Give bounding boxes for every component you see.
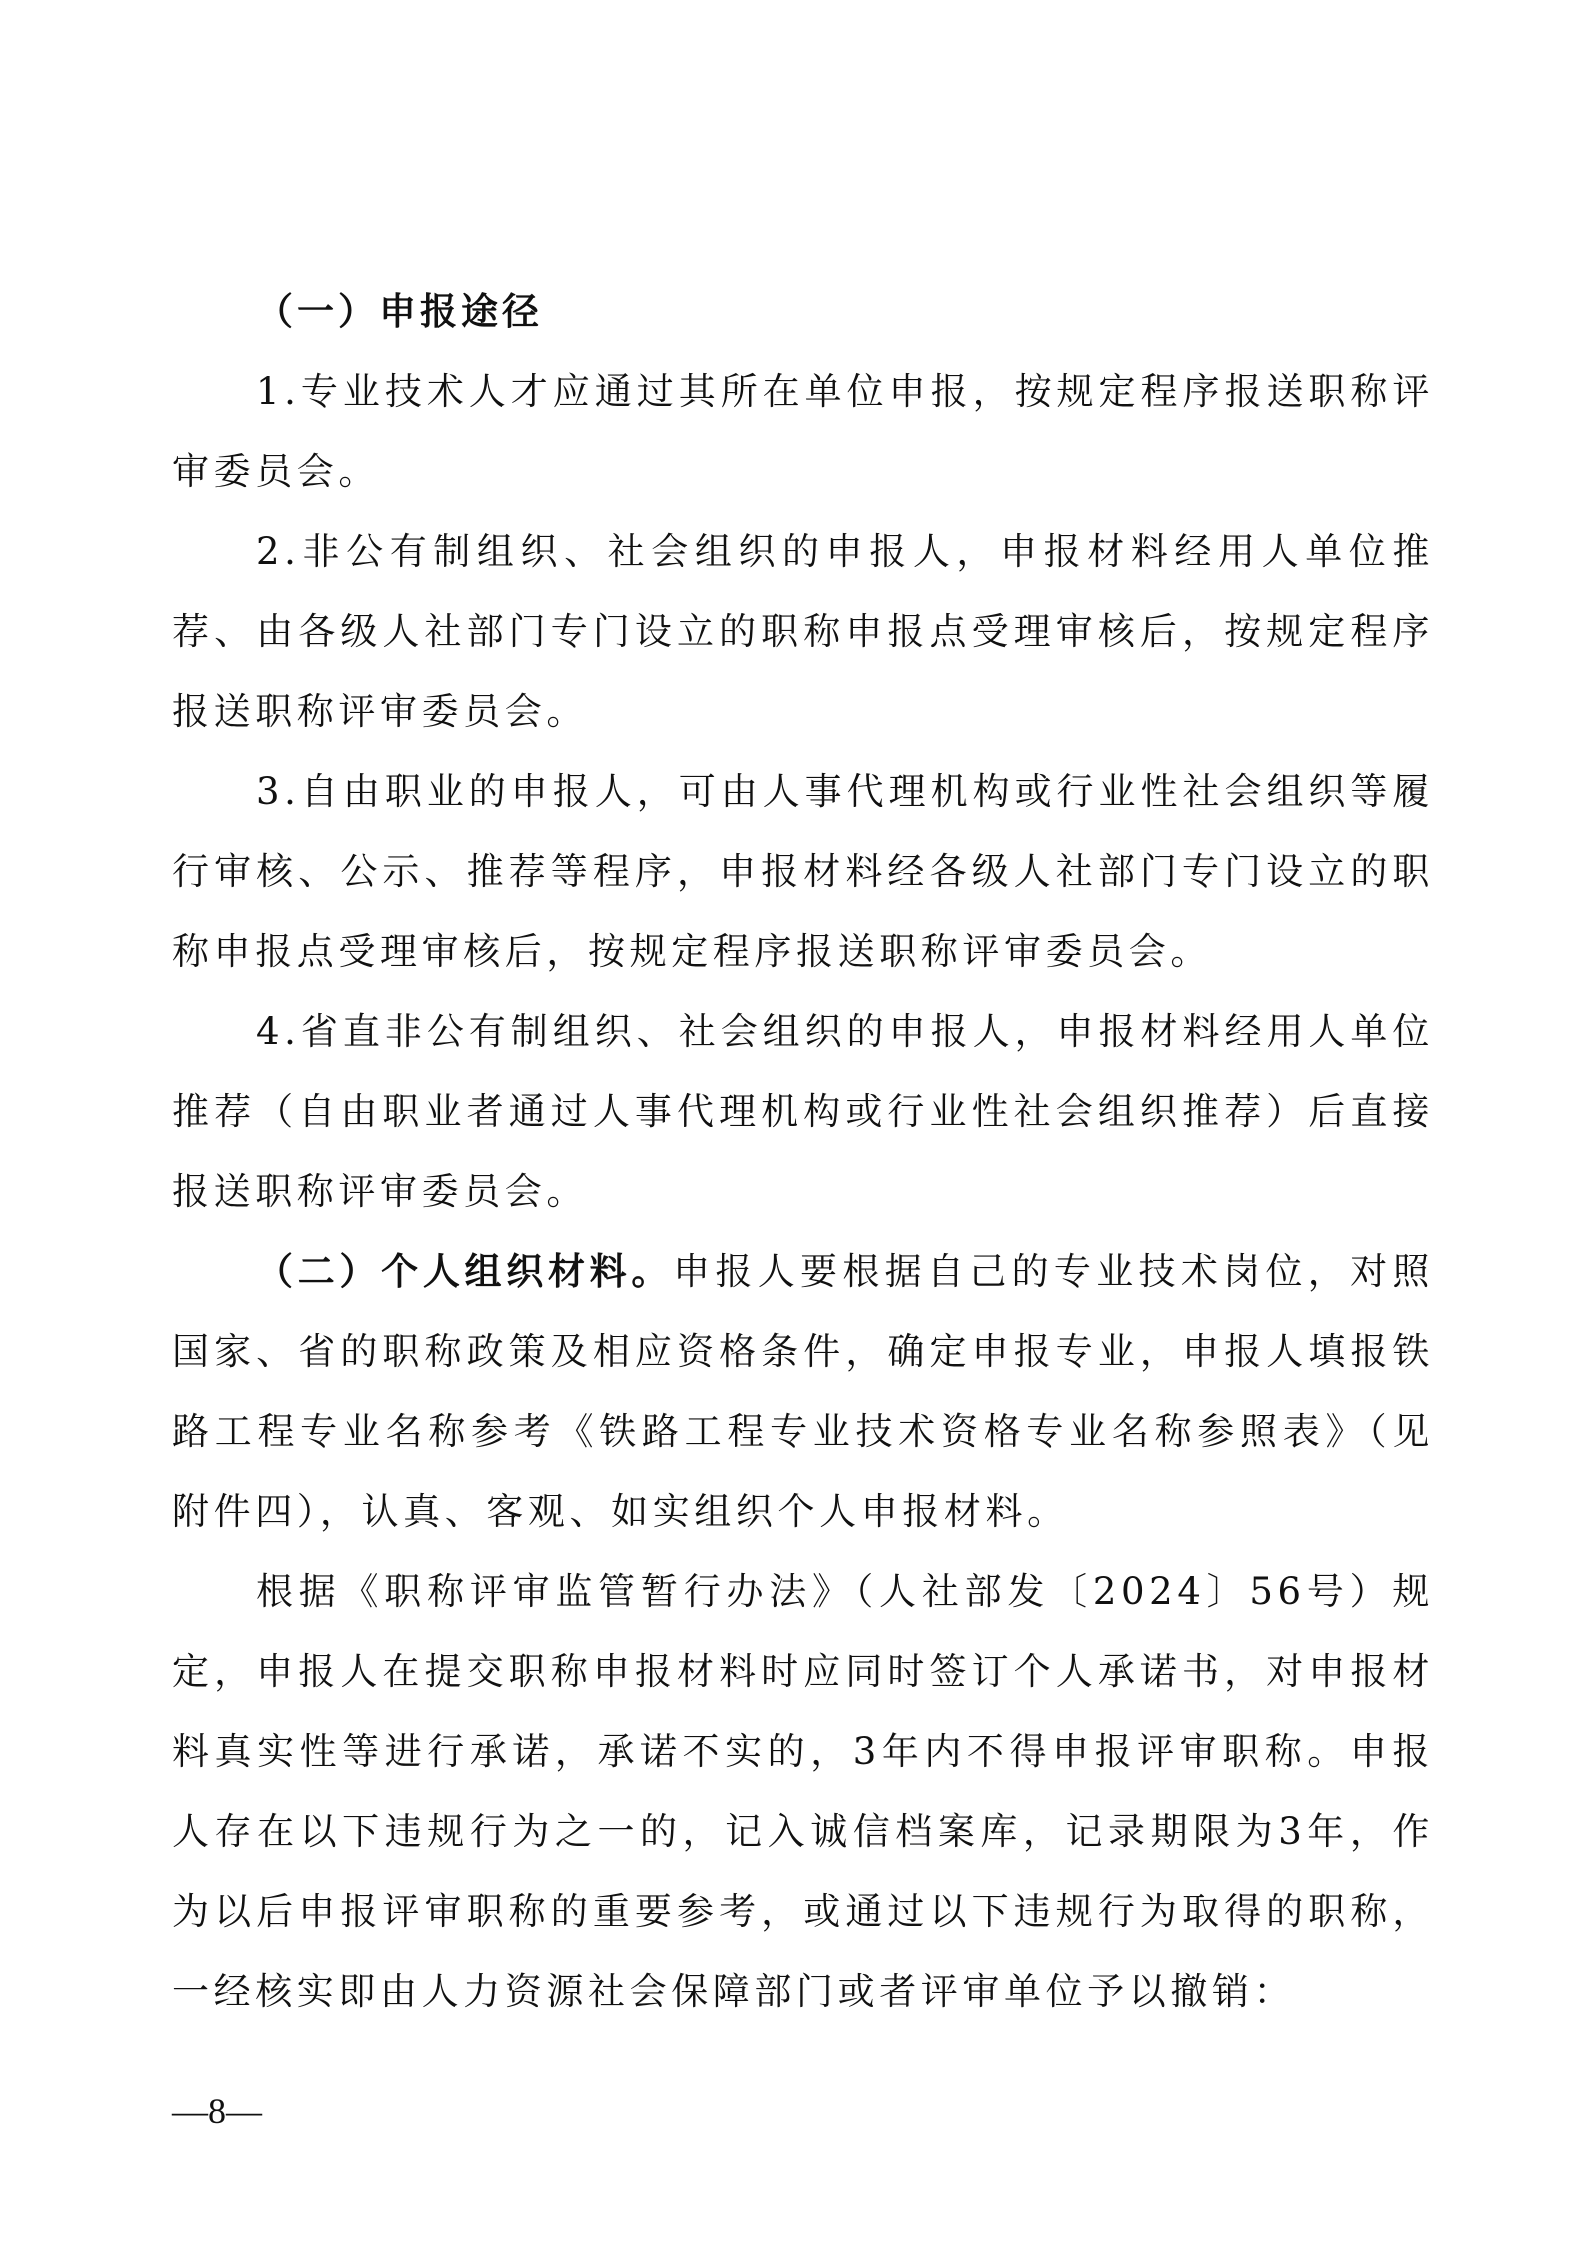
- section-personal-materials: [172, 1232, 1434, 1552]
- document-body: [172, 272, 1434, 2032]
- section-personal-materials-text: 申报人要根据自己的专业技术岗位，对照国家、省的职称政策及相应资格条件，确定申报专业，申报人填报铁路工程专业名称参考《铁路工程专业技术资格专业名称参照表》（见附件四），认真、客观、如实组织个人申报材料。: [172, 1250, 1434, 1533]
- section-heading-application-route: （一）申报途径: [256, 290, 543, 333]
- route-item-4: 4.省直非公有制组织、社会组织的申报人，申报材料经用人单位推荐（自由职业者通过人事代理机构或行业性社会组织推荐）后直接报送职称评审委员会。: [172, 1010, 1434, 1213]
- route-item-1: 1.专业技术人才应通过其所在单位申报，按规定程序报送职称评审委员会。: [172, 370, 1434, 493]
- regulation-paragraph: 根据《职称评审监管暂行办法》（人社部发〔2024〕56号）规定，申报人在提交职称申报材料时应同时签订个人承诺书，对申报材料真实性等进行承诺，承诺不实的，3年内不得申报评审职称。申报人存在以下违规行为之一的，记入诚信档案库，记录期限为3年，作为以后申报评审职称的重要参考，或通过以下违规行为取得的职称，一经核实即由人力资源社会保障部门或者评审单位予以撤销：: [172, 1570, 1434, 2013]
- route-item-3: 3.自由职业的申报人，可由人事代理机构或行业性社会组织等履行审核、公示、推荐等程序，申报材料经各级人社部门专门设立的职称申报点受理审核后，按规定程序报送职称评审委员会。: [172, 770, 1434, 973]
- route-item-2: 2.非公有制组织、社会组织的申报人，申报材料经用人单位推荐、由各级人社部门专门设立的职称申报点受理审核后，按规定程序报送职称评审委员会。: [172, 530, 1434, 733]
- page-number: —8—: [172, 2091, 262, 2131]
- section-heading-personal-materials: （二）个人组织材料。: [256, 1250, 674, 1293]
